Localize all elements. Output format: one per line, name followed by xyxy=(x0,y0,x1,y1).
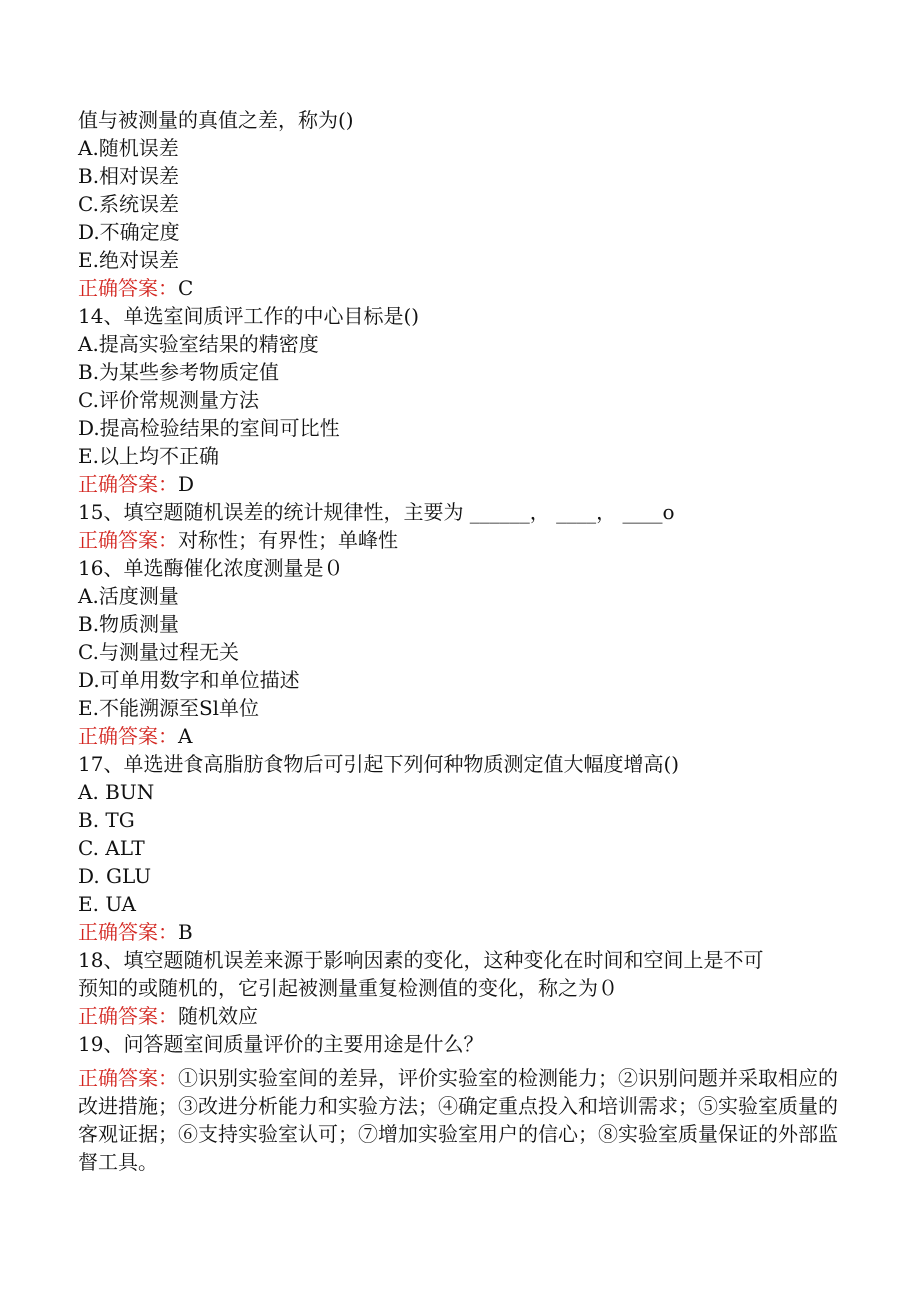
answer-value: D xyxy=(178,472,195,496)
text-line: 17、单选进食高脂肪食物后可引起下列何种物质测定值大幅度增高() xyxy=(78,752,680,776)
answer-line xyxy=(78,274,838,302)
text-line: C.与测量过程无关 xyxy=(78,640,239,664)
text-line: 14、单选室间质评工作的中心目标是() xyxy=(78,304,420,328)
answer-value: B xyxy=(178,920,193,944)
answer-line xyxy=(78,526,838,554)
answer-value: C xyxy=(178,276,194,300)
text-line: A.随机误差 xyxy=(78,136,179,160)
question-list xyxy=(78,106,838,1058)
text-line: 19、问答题室间质量评价的主要用途是什么？ xyxy=(78,1032,484,1056)
answer-label: 正确答案： xyxy=(78,472,178,496)
answer-text: ①识别实验室间的差异，评价实验室的检测能力；②识别问题并采取相应的改进措施；③改进分析能力和实验方法；④确定重点投入和培训需求；⑤实验室质量的客观证据；⑥支持实验室认可；⑦增加实验室用户的信心；⑧实验室质量保证的外部监督工具。 xyxy=(78,1066,838,1174)
text-line: B.相对误差 xyxy=(78,164,180,188)
text-line: C.系统误差 xyxy=(78,192,179,216)
text-line: E.绝对误差 xyxy=(78,248,179,272)
text-line: E. UA xyxy=(78,892,136,916)
final-answer-block xyxy=(78,1064,838,1176)
text-line: C.评价常规测量方法 xyxy=(78,388,259,412)
answer-label: 正确答案： xyxy=(78,528,178,552)
text-line: E.不能溯源至Sl单位 xyxy=(78,696,260,720)
answer-paragraph xyxy=(78,1064,838,1176)
answer-line xyxy=(78,722,838,750)
text-line: 预知的或随机的，它引起被测量重复检测值的变化，称之为０ xyxy=(78,976,618,1000)
text-line: A.提高实验室结果的精密度 xyxy=(78,332,319,356)
answer-value: 随机效应 xyxy=(178,1004,258,1028)
text-line: B.物质测量 xyxy=(78,612,180,636)
text-line: 16、单选酶催化浓度测量是０ xyxy=(78,556,344,580)
answer-label: 正确答案： xyxy=(78,1066,178,1090)
answer-label: 正确答案： xyxy=(78,1004,178,1028)
answer-label: 正确答案： xyxy=(78,920,178,944)
text-line: 18、填空题随机误差来源于影响因素的变化，这种变化在时间和空间上是不可 xyxy=(78,948,764,972)
text-line: D.可单用数字和单位描述 xyxy=(78,668,300,692)
text-line: D. GLU xyxy=(78,864,152,888)
text-line: 值与被测量的真值之差，称为() xyxy=(78,108,354,132)
answer-label: 正确答案： xyxy=(78,724,178,748)
answer-line xyxy=(78,1002,838,1030)
answer-value: A xyxy=(178,724,193,748)
answer-line xyxy=(78,470,838,498)
answer-line xyxy=(78,918,838,946)
text-line: D.不确定度 xyxy=(78,220,180,244)
text-line: B.为某些参考物质定值 xyxy=(78,360,280,384)
text-line: B. TG xyxy=(78,808,135,832)
answer-value: 对称性；有界性；单峰性 xyxy=(178,528,398,552)
text-line: 15、填空题随机误差的统计规律性，主要为 ______， ____， ____o xyxy=(78,500,675,524)
answer-label: 正确答案： xyxy=(78,276,178,300)
text-line: A.活度测量 xyxy=(78,584,179,608)
text-line: D.提高检验结果的室间可比性 xyxy=(78,416,340,440)
text-line: C. ALT xyxy=(78,836,145,860)
text-line: A. BUN xyxy=(78,780,155,804)
text-line: E.以上均不正确 xyxy=(78,444,219,468)
